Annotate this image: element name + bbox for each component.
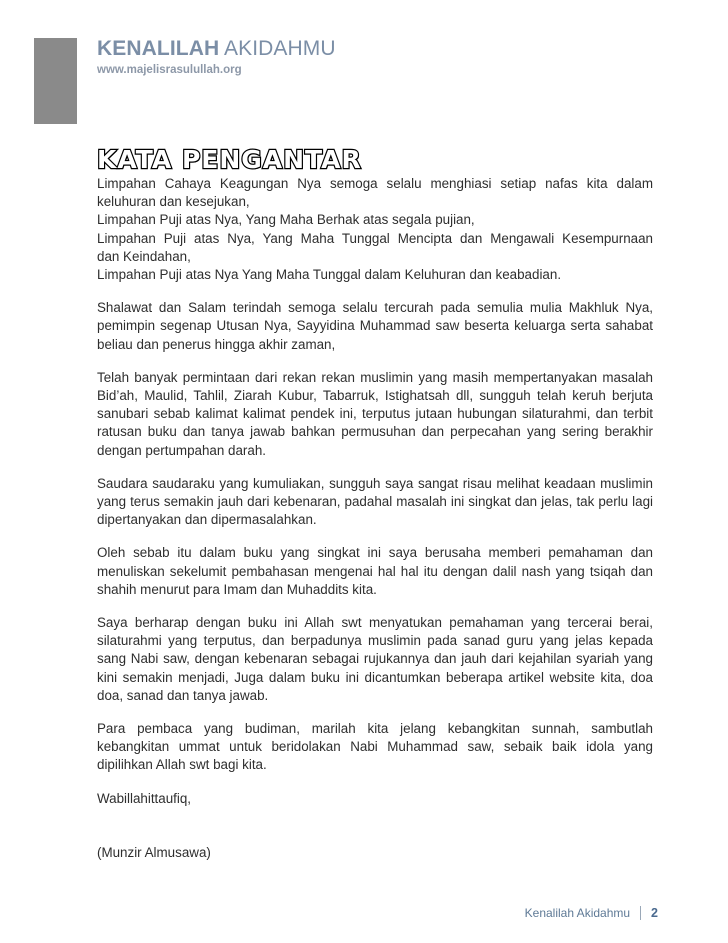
body-text <box>97 175 653 877</box>
intro-line: Limpahan Puji atas Nya Yang Maha Tunggal dalam Keluhuran dan keabadian. <box>97 267 562 283</box>
running-header <box>97 36 336 76</box>
intro-line: Limpahan Cahaya Keagungan Nya semoga selalu menghiasi setiap nafas kita dalam <box>97 176 653 191</box>
paragraph: Saudara saudaraku yang kumuliakan, sungguh saya sangat risau melihat keadaan muslimin yang terus semakin jauh dari kebenaran, padahal masalah ini singkat dan jelas, tak perlu lagi dipertanyakan dan dipermasalahkan. <box>97 475 653 528</box>
paragraph: Telah banyak permintaan dari rekan rekan muslimin yang masih mempertanyakan masalah Bid’ah, Maulid, Tahlil, Ziarah Kubur, Tabarruk, Istighatsah dll, sungguh telah keruh berjuta sanubari sebab kalimat kalimat pendek ini, terputus jutaan hubungan silaturahmi, dan terbit ratusan buku dan tanya jawab bahkan permusuhan dan perpecahan yang sering berakhir dengan pertumpahan darah. <box>97 369 653 458</box>
intro-line: Limpahan Puji atas Nya, Yang Maha Berhak atas segala pujian, <box>97 212 475 228</box>
header-website-url: www.majelisrasulullah.org <box>97 64 242 76</box>
page-title: KATA PENGANTAR <box>97 145 362 174</box>
intro-line: dan Keindahan, <box>97 248 191 264</box>
header-side-block <box>34 38 77 124</box>
paragraph: Shalawat dan Salam terindah semoga selalu tercurah pada semulia mulia Makhluk Nya, pemimpin segenap Utusan Nya, Sayyidina Muhammad saw beserta keluarga serta sahabat beliau dan penerus hingga akhir zaman, <box>97 300 653 352</box>
signature: (Munzir Almusawa) <box>97 844 211 860</box>
paragraph: Oleh sebab itu dalam buku yang singkat ini saya berusaha memberi pemahaman dan menuliskan sekelumit pembahasan mengenai hal hal itu dengan dalil nash yang tsiqah dan shahih menurut para Imam dan Muhaddits kita. <box>97 545 653 597</box>
book-title-header <box>97 36 336 62</box>
intro-line: Limpahan Puji atas Nya, Yang Maha Tunggal Mencipta dan Mengawali Kesempurnaan <box>97 230 653 246</box>
page-footer <box>525 906 658 920</box>
header-title-bold: KENALILAH <box>97 37 220 60</box>
intro-paragraph <box>97 175 653 284</box>
footer-divider <box>640 906 641 920</box>
closing-line: Wabillahittaufiq, <box>97 790 192 806</box>
paragraph: Para pembaca yang budiman, marilah kita jelang kebangkitan sunnah, sambutlah kebangkitan ummat untuk beridolakan Nabi Muhammad saw, sebaik baik idola yang dipilihkan Allah swt bagi kita. <box>97 721 653 773</box>
header-title-light: AKIDAHMU <box>224 37 336 60</box>
paragraph: Saya berharap dengan buku ini Allah swt menyatukan pemahaman yang tercerai berai, silaturahmi yang terputus, dan berpadunya muslimin pada sanad guru yang jelas kepada sang Nabi saw, dengan kebenaran sebagai rujukannya dan jauh dari kejahilan syariah yang kini semakin menjadi, Juga dalam buku ini dicantumkan beberapa artikel website kita, doa doa, sanad dan tanya jawab. <box>97 615 653 703</box>
page-number: 2 <box>651 906 658 920</box>
intro-line: keluhuran dan kesejukan, <box>97 194 250 210</box>
footer-book-title: Kenalilah Akidahmu <box>524 906 631 920</box>
